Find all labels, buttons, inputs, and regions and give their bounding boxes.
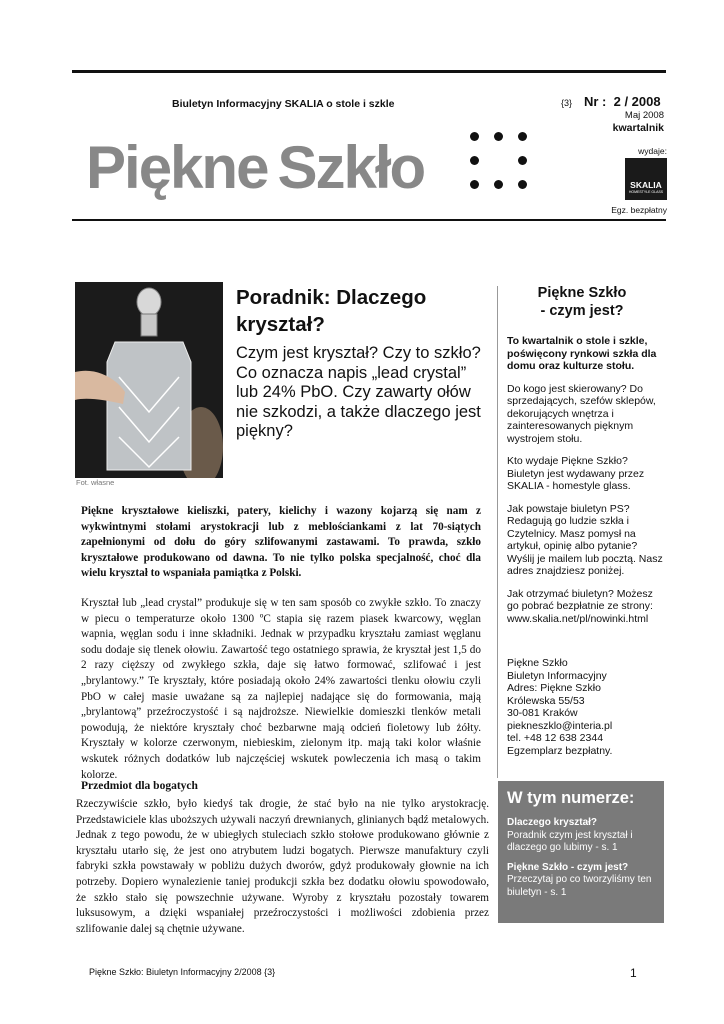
- address-email[interactable]: piekneszklo@interia.pl: [507, 719, 613, 732]
- photo-caption: Fot. własne: [76, 478, 115, 487]
- address-line: Piękne Szkło: [507, 657, 568, 669]
- sidebar-q4: Jak otrzymać biuletyn? Możesz go pobrać bezpłatnie ze strony: www.skalia.net/pl/nowinki.html: [507, 587, 653, 625]
- in-issue-item-1-title[interactable]: Dlaczego kryształ?: [507, 817, 598, 828]
- page-number: 1: [630, 966, 637, 980]
- issue-frequency: kwartalnik: [612, 122, 664, 134]
- in-issue-item-1-desc: Poradnik czym jest kryształ i dlaczego go lubimy - s. 1: [507, 829, 633, 853]
- bulletin-label: Biuletyn Informacyjny SKALIA o stole i szkle: [172, 98, 395, 110]
- logo-subtext: HOMESTYLE GLASS: [628, 190, 664, 194]
- issue-date: Maj 2008: [624, 110, 664, 121]
- address-line: 30-081 Kraków: [507, 707, 578, 719]
- in-issue-heading: W tym numerze:: [507, 789, 635, 807]
- address-line: Królewska 55/53: [507, 694, 585, 707]
- sidebar-divider: [497, 286, 498, 778]
- footer-text: Piękne Szkło: Biuletyn Informacyjny 2/2008 {3}: [89, 967, 276, 977]
- logo-text: SKALIA: [630, 180, 662, 190]
- top-rule: [72, 70, 666, 73]
- header-bottom-rule: [72, 219, 666, 221]
- in-issue-item-2-title[interactable]: Piękne Szkło - czym jest?: [507, 861, 629, 873]
- sidebar-address: [507, 657, 665, 757]
- sidebar-q1: Do kogo jest skierowany? Do sprzedających, szefów sklepów, dekorujących wnętrza i zainteresowanych pięknym wystrojem stołu.: [507, 382, 656, 445]
- masthead-word-2: Szkło: [277, 134, 425, 201]
- masthead-word-1: Piękne: [86, 134, 268, 201]
- copy-note: Egz. bezpłatny: [611, 205, 667, 215]
- sidebar-q3: Jak powstaje biuletyn PS? Redagują go ludzie szkła i Czytelnicy. Masz pomysł na artykuł, opinię albo pytanie? Wyślij je mailem lub pocztą. Nasz adres znajdziesz poniżej.: [507, 502, 663, 577]
- skalia-logo: [625, 158, 667, 200]
- article-lead: Czym jest kryształ? Czy to szkło? Co oznacza napis „lead crystal” lub 24% PbO. Czy zawarty ołów nie szkodzi, a także dlaczego jest piękny?: [236, 344, 481, 440]
- in-issue-item-2-desc: Przeczytaj po co tworzyliśmy ten biuletyn - s. 1: [507, 874, 652, 898]
- article-paragraph-2: Rzeczywiście szkło, było kiedyś tak drogie, że stać było na nie tylko arystokrację. Przedstawiciele klas uboższych używali naczyń drewnianych, glinianych bądź metalowych. Jednak z tego powodu, że w ubiegłych stuleciach szkło stołowe produkowano głównie z kryształu utarło się, że jest ono atrybutem ludzi bogatych. Pierwsze manufaktury czyli fabryki szkła powstawały w pobliżu dużych dworów, gdyż produkowały głownie na ich potrzeby. Dopiero wynalezienie taniej produkcji szkła bez dodatku ołowiu spowodowało, że szkło stało się powszechnie używane. Wyroby z kryształu pozostały towarem luksusowym, a dzięki wspaniałej przeźroczystości i możliwości zdobienia przez szlifowanie dalej są chętnie używane.: [76, 798, 489, 935]
- sidebar-content: [507, 335, 665, 757]
- masthead-title: [86, 128, 424, 208]
- address-line: Biuletyn Informacyjny: [507, 669, 607, 682]
- decanter-illustration: [75, 282, 223, 478]
- article-subheading: Przedmiot dla bogatych: [81, 780, 198, 792]
- masthead-dots: [470, 132, 530, 202]
- sidebar-title-line-2: - czym jest?: [540, 303, 624, 319]
- address-line: Adres: Piękne Szkło: [507, 682, 601, 694]
- sidebar-title: [498, 284, 666, 320]
- decanter-photo: [75, 282, 223, 478]
- issue-number: Nr : 2 / 2008: [584, 94, 661, 109]
- address-line: Egzemplarz bezpłatny.: [507, 744, 613, 757]
- publisher-label: wydaje:: [638, 146, 667, 156]
- address-line: tel. +48 12 638 2344: [507, 732, 604, 744]
- issue-tag: {3}: [561, 98, 573, 108]
- article-title: Poradnik: Dlaczego kryształ?: [236, 286, 427, 336]
- article-paragraph-1: Kryształ lub „lead crystal” produkuje się w ten sam sposób co zwykłe szkło. To znaczy w piecu o temperaturze około 1300 ºC stapia się razem piasek kwarcowy, węglan wapnia, węglan sodu i inne składniki. Jednak w przypadku kryształu zamiast węglanu sodu dodaje się tlenek ołowiu. Zawartość tego ostatniego sprawia, że kryształ jest 1,5 do 2 razy cięższy od zwykłego szkła, daje się łatwo formować, szlifować i jest „brylantowy.” Te kryształy, które posiadają około 24% zawartości tlenku ołowiu czyli PbO w całej masie uważane są za najlepiej nadające się do formowania, mają „brylantową” przeźroczystość i są najdroższe. Niewielkie domieszki tlenków metali powodują, że niektóre kryształy choć bezbarwne mają odcień fioletowy lub żółty. Kryształy w kolorze czerwonym, niebieskim, zielonym itp. mają taki kolor właśnie wskutek różnych dodatków lub najczęściej wskutek powleczenia ich masą o takim kolorze.: [81, 597, 481, 781]
- article-intro: Piękne kryształowe kieliszki, patery, kielichy i wazony kojarzą się nam z wykwintnymi stołami arystokracji lub z meblościankami z lat 70-siątych zapełnionymi od dołu do góry szlifowanymi zastawami. To prawda, szkło kryształowe produkowano od dawna. To nie tylko polska specjalność, choć dla wielu kryształ to wspaniała pamiątka z Polski.: [81, 505, 481, 580]
- sidebar-intro: To kwartalnik o stole i szkle, poświęcony rynkowi szkła dla domu oraz kulturze stołu.: [507, 335, 657, 372]
- sidebar-q2: Kto wydaje Piękne Szkło? Biuletyn jest wydawany przez SKALIA - homestyle glass.: [507, 455, 645, 492]
- in-issue-box: [498, 781, 664, 923]
- sidebar-title-line-1: Piękne Szkło: [537, 285, 627, 301]
